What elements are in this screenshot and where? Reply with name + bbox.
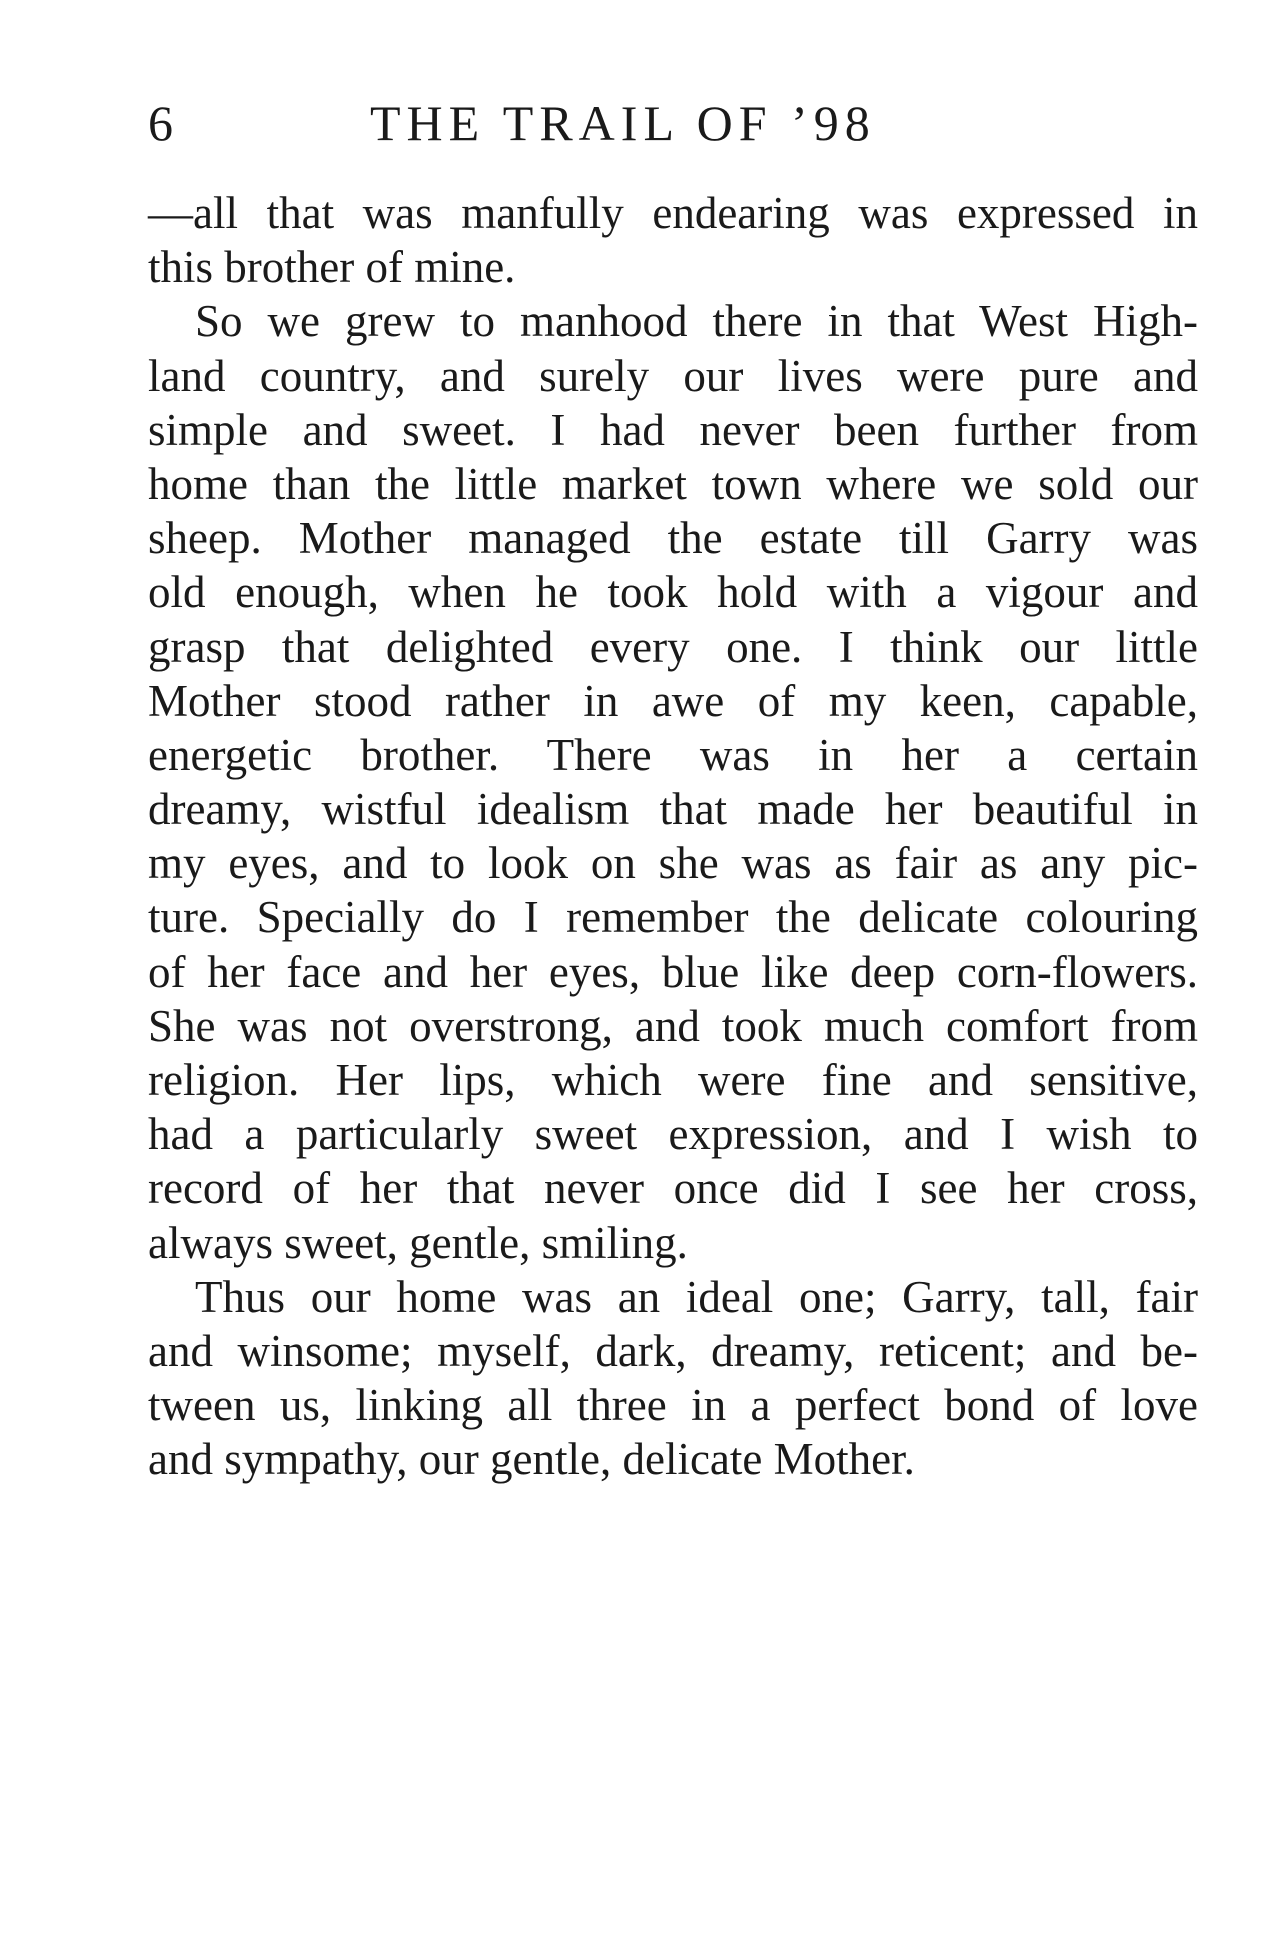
- text-line: land country, and surely our lives were pure and: [148, 350, 1198, 401]
- running-head: [148, 88, 1108, 158]
- paragraph: [148, 294, 1198, 1269]
- text-line: record of her that never once did I see her cross,: [148, 1163, 1198, 1214]
- paragraph: [148, 186, 1198, 294]
- text-line: old enough, when he took hold with a vigour and: [148, 567, 1198, 618]
- text-line: of her face and her eyes, blue like deep corn-flowers.: [148, 946, 1198, 997]
- paragraph: [148, 1270, 1198, 1487]
- text-line: She was not overstrong, and took much comfort from: [148, 1000, 1198, 1051]
- text-line: So we grew to manhood there in that West High-: [195, 296, 1198, 347]
- text-line: Mother stood rather in awe of my keen, capable,: [148, 675, 1198, 726]
- text-line: ture. Specially do I remember the delicate colouring: [148, 892, 1198, 943]
- body-text: [148, 186, 1198, 1487]
- text-line: and winsome; myself, dark, dreamy, reticent; and be-: [148, 1325, 1198, 1376]
- text-line: Thus our home was an ideal one; Garry, tall, fair: [195, 1271, 1198, 1322]
- text-line: home than the little market town where we sold our: [148, 458, 1198, 509]
- text-line: simple and sweet. I had never been further from: [148, 404, 1198, 455]
- text-line: —all that was manfully endearing was expressed in: [148, 188, 1198, 238]
- text-line: this brother of mine.: [148, 242, 516, 293]
- text-line: religion. Her lips, which were fine and sensitive,: [148, 1055, 1198, 1105]
- text-line: dreamy, wistful idealism that made her beautiful in: [148, 784, 1198, 835]
- page-number: 6: [148, 95, 173, 151]
- running-title: THE TRAIL OF ’98: [370, 95, 876, 151]
- text-line: had a particularly sweet expression, and I wish to: [148, 1109, 1198, 1160]
- text-line: tween us, linking all three in a perfect bond of love: [148, 1380, 1198, 1431]
- text-line: sheep. Mother managed the estate till Garry was: [148, 513, 1198, 564]
- text-line: always sweet, gentle, smiling.: [148, 1217, 688, 1268]
- text-line: energetic brother. There was in her a certain: [148, 729, 1198, 780]
- text-line: grasp that delighted every one. I think our little: [148, 621, 1198, 672]
- text-line: and sympathy, our gentle, delicate Mother.: [148, 1434, 915, 1485]
- text-line: my eyes, and to look on she was as fair as any pic-: [148, 838, 1198, 889]
